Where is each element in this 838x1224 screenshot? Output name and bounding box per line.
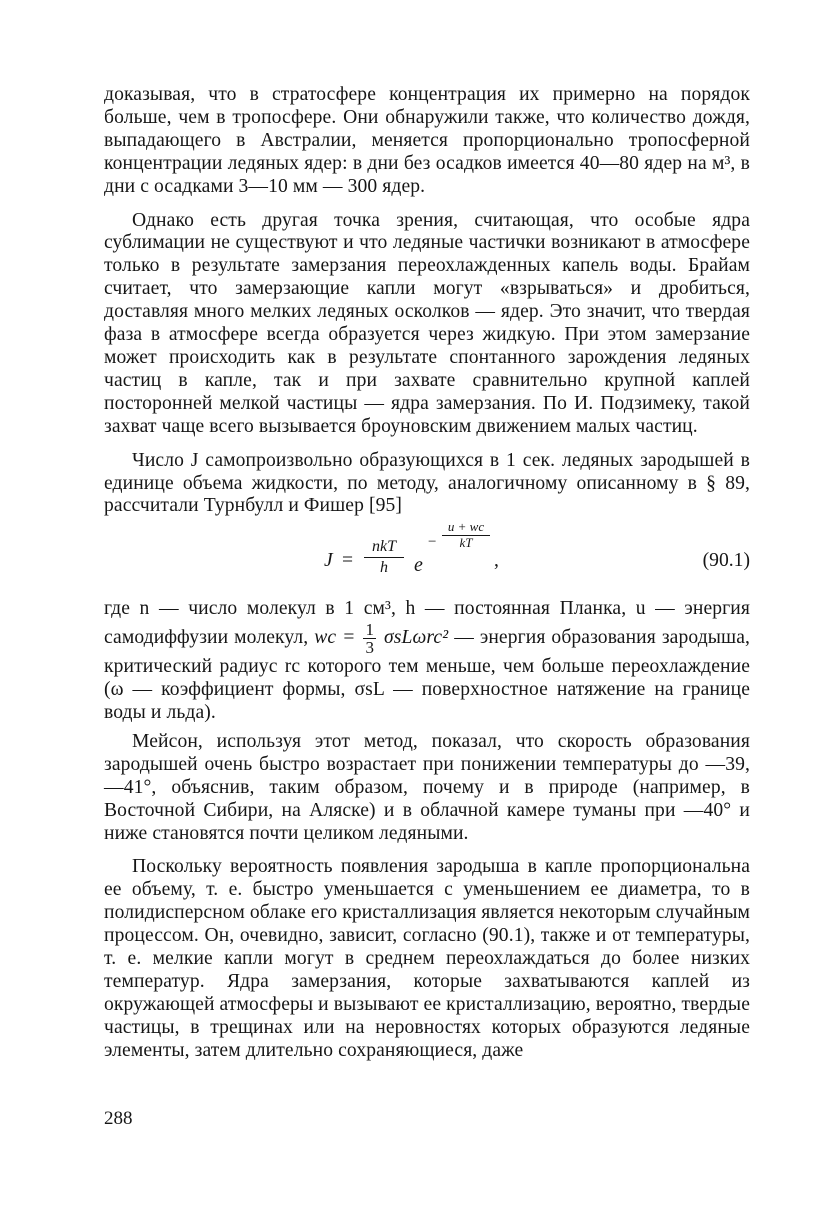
formula-exponential-base: e [414,554,423,577]
formula-exponent-sign: − [428,534,437,551]
page-body [104,84,750,1063]
inline-formula-fraction [363,621,376,656]
inline-formula-lhs: wc = [314,627,356,649]
formula-90-1 [104,520,750,594]
formula-equals: = [342,550,354,572]
formula-exponent-numerator: u + wc [442,520,490,536]
paragraph-4-part-b: — энергия образования зародыша, критический радиус rc которого тем меньше, чем больше переохлаждение (ω — коэффициент формы, σsL — поверхностное натяжение на границе воды и льда). [104,627,751,724]
page-number: 288 [104,1108,133,1129]
formula-fraction-denominator: h [380,559,388,577]
formula-fraction [364,538,404,577]
formula-comma: , [494,550,499,572]
paragraph-5: Мейсон, используя этот метод, показал, что скорость образования зародышей очень быстро возрастает при понижении температуры до —39, —41°, объяснив, таким образом, почему и в природе (например, в Восточной Сибири, на Аляске) и в облачной камере туманы при —40° и ниже становятся почти целиком ледяными. [104,730,750,844]
formula-expression [324,520,544,594]
formula-fraction-numerator: nkT [364,538,404,558]
formula-number: (90.1) [702,550,750,572]
paragraph-6: Поскольку вероятность появления зародыша в капле пропорциональна ее объему, т. е. быстро уменьшается с уменьшением ее диаметра, то в полидисперсном облаке его кристаллизация является некоторым случайным процессом. Он, очевидно, зависит, согласно (90.1), также и от температуры, т. е. мелкие капли могут в среднем переохлаждаться до более низких температур. Ядра замерзания, которые захватываются каплей из окружающей атмосферы и вызывают ее кристаллизацию, вероятно, твердые частицы, в трещинах или на неровностях которых образуются ледяные элементы, затем длительно сохраняющиеся, даже [104,856,750,1061]
paragraph-2: Однако есть другая точка зрения, считающая, что особые ядра сублимации не существуют и что ледяные частички возникают в атмосфере только в результате замерзания переохлажденных капель воды. Брайам считает, что замерзающие капли могут «взрываться» и дробиться, доставляя много мелких ледяных осколков — ядер. Это значит, что твердая фаза в атмосфере всегда образуется через жидкую. При этом замерзание может происходить как в результате спонтанного зарождения ледяных частиц в капле, так и при захвате сравнительно крупной каплей посторонней мелкой частицы — ядра замерзания. По И. Подзимеку, такой захват чаще всего вызывается броуновским движением малых частиц. [104,209,750,437]
paragraph-4 [104,598,750,725]
formula-exponent [442,520,490,550]
inline-formula-rhs: σsLωrc² [384,627,449,649]
paragraph-3: Число J самопроизвольно образующихся в 1 сек. ледяных зародышей в единице объема жидкости, по методу, аналогичному описанному в § 89, рассчитали Турнбулл и Фишер [95] [104,449,750,517]
paragraph-4-part-a: где n — число молекул в 1 см³, h — постоянная Планка, u — энергия самодиффузии молекул, [104,598,750,649]
paragraph-1: доказывая, что в стратосфере концентрация их примерно на порядок больше, чем в тропосфере. Они обнаружили также, что количество дождя, выпадающего в Австралии, меняется пропорционально тропосферной концентрации ледяных ядер: в дни без осадков имеется 40—80 ядер на м³, в дни с осадками 3—10 мм — 300 ядер. [104,84,750,197]
formula-lhs: J [324,550,333,572]
inline-formula-numerator: 1 [365,620,375,640]
formula-exponent-denominator: kT [459,535,473,551]
inline-formula-denominator: 3 [365,638,375,658]
